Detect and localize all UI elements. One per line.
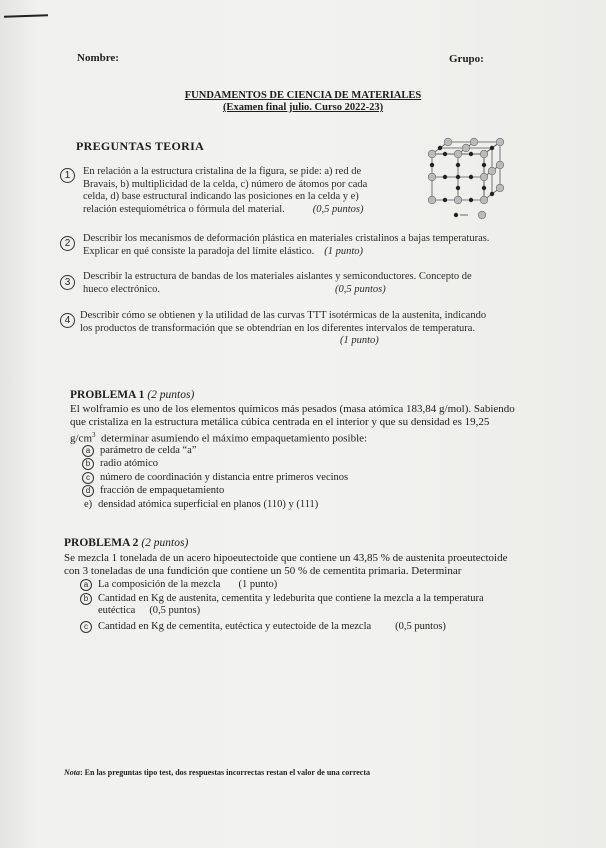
problem-2-item-a: a La composición de la mezcla (1 punto) <box>80 578 277 591</box>
problem-1-item-e: e) densidad atómica superficial en planos (110) y (111) <box>84 499 319 510</box>
problem-1-item-c: c número de coordinación y distancia entre primeros vecinos <box>82 471 348 484</box>
problem-1-heading: PROBLEMA 1 (2 puntos) <box>70 389 195 401</box>
question-1-text: En relación a la estructura cristalina de la figura, se pide: a) red de Bravais, b) multiplicidad de la celda, c) número de átomos por cada celda, d) base estructural indicando las posiciones en la celda y e) relación estequiométrica o fórmula del material. (0,5 puntos) <box>83 166 368 215</box>
problem-2-item-c: c Cantidad en Kg de cementita, eutéctica y eutectoide de la mezcla (0,5 puntos) <box>80 620 446 633</box>
problem-1-item-a: a parámetro de celda “a” <box>82 444 196 457</box>
theory-heading: PREGUNTAS TEORIA <box>76 139 205 153</box>
exam-title: FUNDAMENTOS DE CIENCIA DE MATERIALES <box>184 90 422 101</box>
question-number-2: 2 <box>60 233 75 251</box>
question-3-points: (0,5 puntos) <box>334 283 386 295</box>
problem-2-points: (2 puntos) <box>141 537 189 549</box>
problem-2-item-b-cont: eutéctica (0,5 puntos) <box>98 605 201 616</box>
footnote: Nota: En las preguntas tipo test, dos respuestas incorrectas restan el valor de una correcta <box>64 768 370 777</box>
question-number-1: 1 <box>60 165 75 183</box>
problem-1-statement: El wolframio es uno de los elementos químicos más pesados (masa atómica 183,84 g/mol). Sabiendo que cristaliza en la estructura metálica cúbica centrada en el interior y que su densidad es 19,25 $g/cm^3$ determinar asumiendo el máximo empaquetamiento posible: <box>70 403 515 445</box>
name-label: Nombre: <box>77 52 119 64</box>
crystal-structure-figure <box>424 134 516 222</box>
problem-2-item-b: b Cantidad en Kg de austenita, cementita y ledeburita que contiene la mezcla a la temperatura <box>80 592 484 605</box>
problem-2-heading: PROBLEMA 2 (2 puntos) <box>64 537 189 549</box>
problem-1-item-d: d fracción de empaquetamiento <box>82 484 224 497</box>
pen-mark <box>4 14 48 18</box>
question-3-text: Describir la estructura de bandas de los materiales aislantes y semiconductores. Concepto de hueco electrónico. (0,5 puntos) <box>83 271 472 295</box>
question-1-points: (0,5 puntos) <box>312 203 364 215</box>
question-number-4: 4 <box>60 310 75 328</box>
problem-1-item-b: b radio atómico <box>82 457 158 470</box>
question-2-points: (1 punto) <box>324 245 364 257</box>
problem-1-points: (2 puntos) <box>147 389 195 401</box>
group-label: Grupo: <box>449 53 484 65</box>
question-2-text: Describir los mecanismos de deformación plástica en materiales cristalinos a bajas temperaturas. Explicar en qué consiste la paradoja del límite elástico. (1 punto) <box>83 233 490 257</box>
question-4-text: Describir cómo se obtienen y la utilidad de las curvas TTT isotérmicas de la austenita, indicando los productos de transformación que se obtendrían en los diferentes intervalos de temperatura. (1 punto) <box>80 310 487 346</box>
question-4-points: (1 punto) <box>340 335 379 346</box>
question-number-3: 3 <box>60 272 75 290</box>
exam-subtitle: (Examen final julio. Curso 2022-23) <box>222 102 384 113</box>
problem-2-statement: Se mezcla 1 tonelada de un acero hipoeutectoide que contiene un 43,85 % de austenita proeutectoide con 3 toneladas de una fundición que contiene un 50 % de cementita primaria. Determinar <box>64 552 508 577</box>
